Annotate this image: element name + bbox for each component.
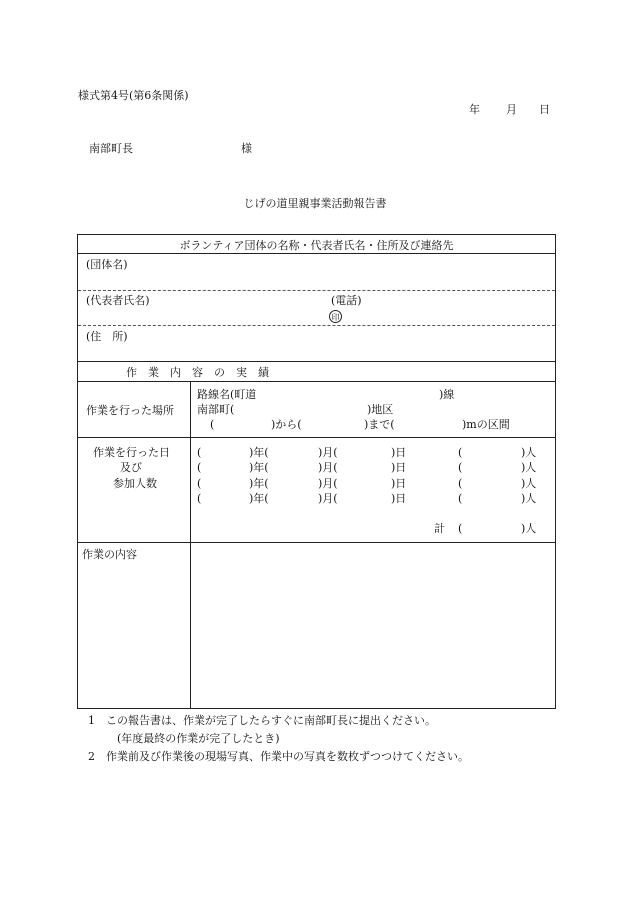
participants-open: ( bbox=[458, 446, 463, 459]
honorific: 様 bbox=[241, 142, 252, 155]
phone-label: (電話) bbox=[331, 294, 362, 307]
participants-open: ( bbox=[458, 461, 463, 474]
date-day-label: 日 bbox=[539, 103, 550, 116]
note-1: 1 この報告書は、作業が完了したらすぐに南部町長に提出ください。 bbox=[88, 714, 436, 727]
total-label: 計 bbox=[434, 522, 445, 535]
phone-field[interactable] bbox=[370, 292, 550, 322]
total-close: )人 bbox=[521, 522, 537, 535]
date-year-label: 年 bbox=[469, 103, 480, 116]
address-label: (住 所) bbox=[86, 330, 128, 343]
dates-label-1: 作業を行った日 bbox=[93, 446, 170, 459]
dates-divider bbox=[77, 542, 556, 543]
date-row-open: ( bbox=[197, 461, 202, 474]
date-row-open: ( bbox=[197, 492, 202, 505]
date-row-year: )年( bbox=[249, 492, 269, 505]
date-row-day: )日 bbox=[391, 446, 407, 459]
location-district-open: 南部町( bbox=[197, 403, 235, 416]
location-divider bbox=[77, 437, 556, 438]
location-to-close: )まで( bbox=[364, 418, 395, 431]
participants-close: )人 bbox=[521, 461, 537, 474]
date-row-day: )日 bbox=[391, 477, 407, 490]
dates-label-2: 及び bbox=[120, 461, 142, 474]
dates-label-3: 参加人数 bbox=[113, 477, 157, 490]
participants-open: ( bbox=[458, 477, 463, 490]
representative-label: (代表者氏名) bbox=[86, 294, 150, 307]
date-row-month: )月( bbox=[318, 461, 338, 474]
seal-mark: 印 bbox=[329, 310, 342, 323]
contact-bottom-divider bbox=[77, 361, 556, 362]
contact-heading: ボランティア団体の名称・代表者氏名・住所及び連絡先 bbox=[179, 239, 454, 252]
content-label: 作業の内容 bbox=[82, 548, 137, 561]
group-divider bbox=[78, 290, 555, 291]
total-open: ( bbox=[458, 522, 463, 535]
date-row-year: )年( bbox=[249, 461, 269, 474]
date-row-day: )日 bbox=[391, 461, 407, 474]
date-row-year: )年( bbox=[249, 446, 269, 459]
representative-divider bbox=[78, 325, 555, 326]
group-name-label: (団体名) bbox=[86, 258, 128, 271]
location-label: 作業を行った場所 bbox=[86, 404, 174, 417]
location-from-close: )から( bbox=[271, 418, 302, 431]
note-2: 2 作業前及び作業後の現場写真、作業中の写真を数枚ずつつけてください。 bbox=[88, 750, 469, 763]
location-district-close: )地区 bbox=[367, 403, 394, 416]
content-field[interactable] bbox=[192, 545, 553, 705]
location-section-close: )mの区間 bbox=[462, 418, 510, 431]
participants-close: )人 bbox=[521, 492, 537, 505]
addressee: 南部町長 bbox=[89, 142, 133, 155]
date-row-open: ( bbox=[197, 446, 202, 459]
form-number-label: 様式第4号(第6条関係) bbox=[78, 89, 189, 102]
date-row-year: )年( bbox=[249, 477, 269, 490]
participants-open: ( bbox=[458, 492, 463, 505]
date-row-month: )月( bbox=[318, 477, 338, 490]
date-row-month: )月( bbox=[318, 446, 338, 459]
location-route-close: )線 bbox=[439, 388, 455, 401]
record-heading-divider bbox=[77, 381, 556, 382]
heading-divider bbox=[77, 253, 556, 254]
group-name-field[interactable] bbox=[150, 256, 550, 286]
date-row-month: )月( bbox=[318, 492, 338, 505]
date-month-label: 月 bbox=[506, 103, 517, 116]
address-field[interactable] bbox=[150, 328, 550, 358]
location-route-open: 路線名(町道 bbox=[197, 388, 257, 401]
representative-field[interactable] bbox=[170, 292, 320, 322]
note-1-sub: (年度最終の作業が完了したとき) bbox=[117, 732, 280, 745]
label-column-divider bbox=[190, 381, 191, 709]
date-row-day: )日 bbox=[391, 492, 407, 505]
participants-close: )人 bbox=[521, 477, 537, 490]
document-title: じげの道里親事業活動報告書 bbox=[243, 197, 387, 210]
date-row-open: ( bbox=[197, 477, 202, 490]
record-heading: 作 業 内 容 の 実 績 bbox=[126, 366, 269, 379]
participants-close: )人 bbox=[521, 446, 537, 459]
location-from-open: ( bbox=[210, 418, 215, 431]
